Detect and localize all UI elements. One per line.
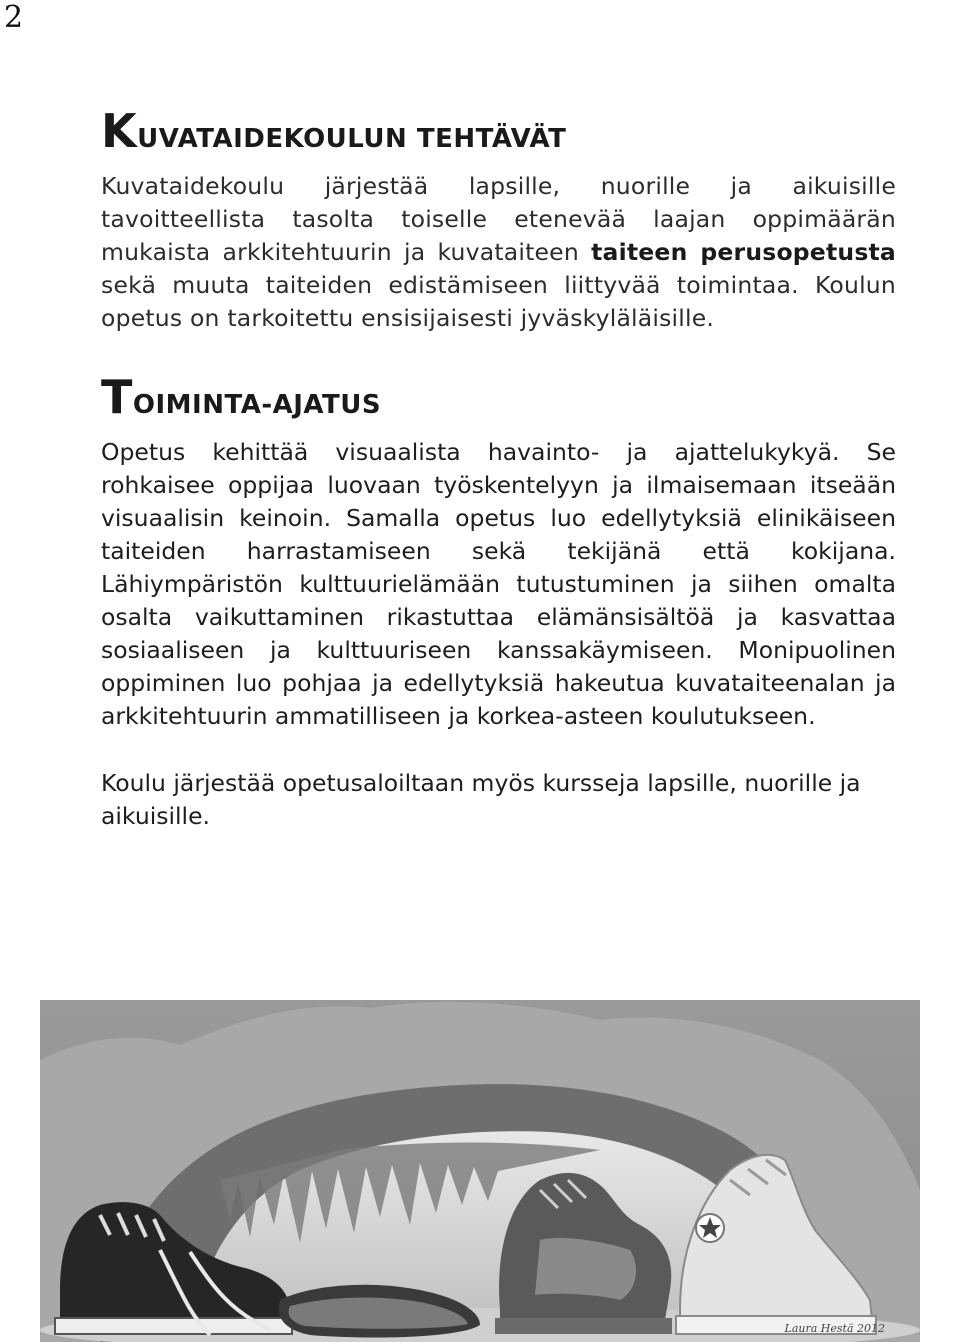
shoes-painting [40, 1000, 920, 1342]
page-number: 2 [4, 0, 24, 35]
section-heading-mission [101, 370, 381, 424]
tasks-paragraph [101, 170, 896, 335]
tasks-text-a: Kuvataidekoulu järjestää lapsille, nuorille ja aikuisille tavoitteellista tasolta toiselle etenevää laajan oppimäärän mukaista arkkitehtuurin ja kuvataiteen [101, 172, 896, 266]
heading-rest: OIMINTA-AJATUS [132, 390, 382, 420]
heading-initial: K [101, 104, 138, 158]
tasks-text-bold: taiteen perusopetusta [591, 238, 896, 266]
courses-paragraph: Koulu järjestää opetusaloiltaan myös kursseja lapsille, nuorille ja aikuisille. [101, 769, 861, 830]
painting-signature: Laura Hestä 2012 [784, 1322, 885, 1335]
heading-initial: T [101, 370, 133, 424]
tasks-text-b: sekä muuta taiteiden edistämiseen liittyvää toimintaa. Koulun opetus on tarkoitettu ensisijaisesti jyväskyläläisille. [101, 271, 896, 332]
mission-paragraph: Opetus kehittää visuaalista havainto- ja ajattelukykyä. Se rohkaisee oppijaa luovaan työskentelyyn ja ilmaisemaan itseään visuaalisin keinoin. Samalla opetus luo edellytyksiä elinikäiseen taiteiden harrastamiseen sekä tekijänä että kokijana. Lähiympäristön kulttuurielämään tutustuminen ja siihen omalta osalta vaikuttaminen rikastuttaa elämänsisältöä ja kasvattaa sosiaaliseen ja kulttuuriseen kanssakäymiseen. Monipuolinen oppiminen luo pohjaa ja edellytyksiä hakeutua kuvataiteenalan ja arkkitehtuurin ammatilliseen ja korkea-asteen koulutukseen. [101, 438, 896, 730]
section-heading-tasks [101, 104, 566, 158]
heading-rest: UVATAIDEKOULUN TEHTÄVÄT [137, 124, 567, 154]
